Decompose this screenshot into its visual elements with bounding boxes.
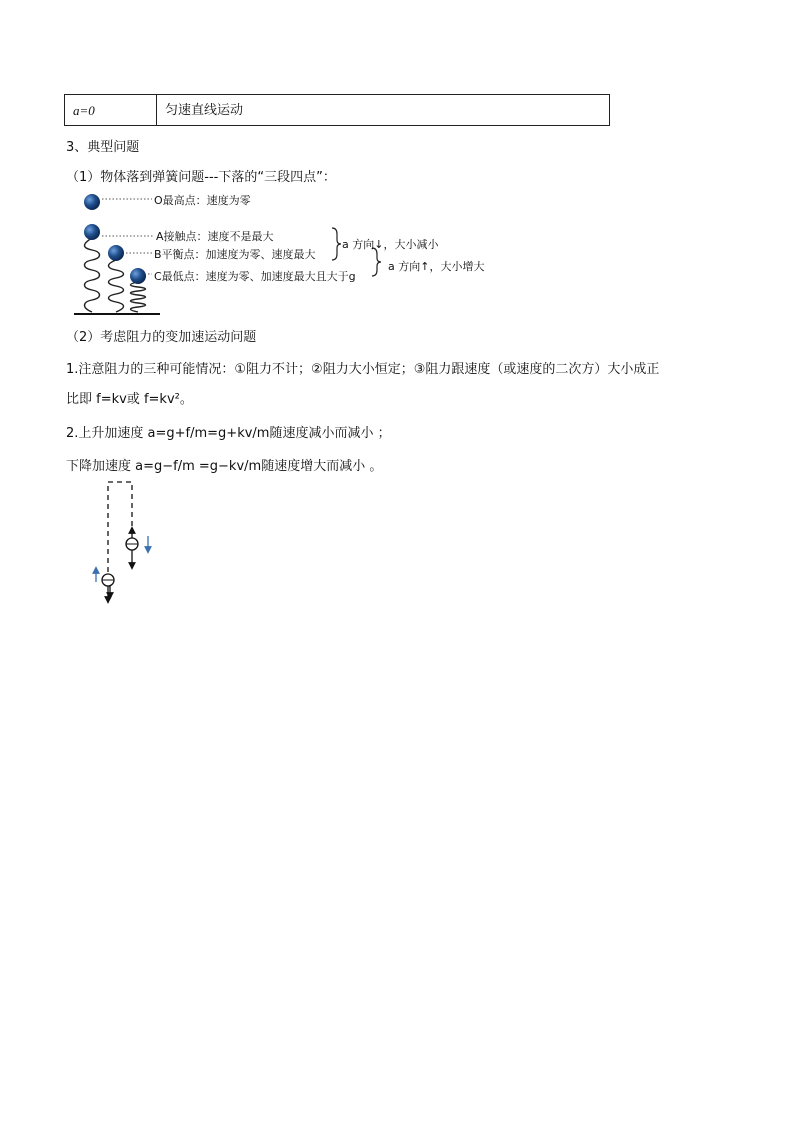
ball-o-icon [84, 194, 100, 210]
trajectory-dashed [108, 482, 132, 572]
spring-3 [131, 282, 146, 312]
point-c-label: C最低点：速度为零、加速度最大且大于g [154, 270, 356, 283]
brace-upper [332, 228, 341, 260]
table-cell-motion: 匀速直线运动 [165, 103, 244, 118]
point-a-label: A接触点：速度不是最大 [156, 230, 274, 243]
problem2-item3: 下降加速度 a=g−f/m =g−kv/m随速度增大而减小 。 [66, 459, 383, 474]
table-cell-condition [65, 95, 157, 125]
section-heading: 3、典型问题 [66, 140, 140, 155]
brace-lower [372, 248, 381, 276]
motion-table-row [64, 94, 610, 126]
problem2-item1-line2: 比即 f=kv或 f=kv²。 [66, 392, 193, 407]
problem1-title: （1）物体落到弹簧问题---下落的“三段四点”： [66, 170, 336, 185]
ball-b-icon [108, 245, 124, 261]
brace-note-upper: a 方向↓，大小减小 [342, 238, 439, 251]
resistance-motion-diagram [86, 476, 166, 610]
spring-2 [109, 260, 124, 312]
problem2-item1-line1: 1.注意阻力的三种可能情况：①阻力不计；②阻力大小恒定；③阻力跟速度（或速度的二次方）大小成正 [66, 362, 660, 377]
ball-a-icon [84, 224, 100, 240]
spring-1 [85, 238, 100, 312]
problem2-item2: 2.上升加速度 a=g+f/m=g+kv/m随速度减小而减小 ； [66, 426, 391, 441]
brace-note-lower: a 方向↑，大小增大 [388, 260, 485, 273]
ball-c-icon [130, 268, 146, 284]
table-cell-condition-text: a=0 [73, 103, 95, 118]
point-b-label: B平衡点：加速度为零、速度最大 [154, 248, 316, 261]
point-o-label: O最高点：速度为零 [154, 194, 251, 207]
problem2-title: （2）考虑阻力的变加速运动问题 [66, 330, 257, 345]
